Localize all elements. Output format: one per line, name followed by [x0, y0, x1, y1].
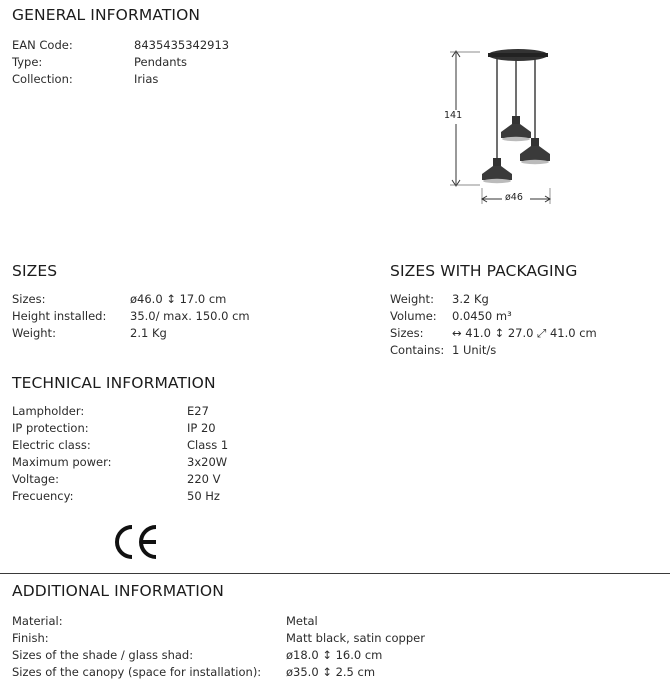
technical-heading: TECHNICAL INFORMATION [12, 374, 216, 392]
diagram-diameter-label: ø46 [505, 192, 523, 203]
frequency-label: Frecuency: [12, 489, 74, 503]
max-power-label: Maximum power: [12, 455, 112, 469]
packaging-heading: SIZES WITH PACKAGING [390, 262, 578, 280]
type-value: Pendants [134, 55, 188, 69]
sizes-label: Sizes: [12, 292, 46, 306]
pack-contains-value: 1 Unit/s [452, 343, 497, 357]
weight-value: 2.1 Kg [130, 326, 167, 340]
material-label: Material: [12, 614, 63, 628]
collection-label: Collection: [12, 72, 73, 86]
pack-sizes-label: Sizes: [390, 326, 424, 340]
pack-volume-label: Volume: [390, 309, 437, 323]
ean-label: EAN Code: [12, 38, 73, 52]
height-installed-value: 35.0/ max. 150.0 cm [130, 309, 250, 323]
sizes-value: ø46.0 ↕ 17.0 cm [130, 292, 227, 306]
ean-value: 8435435342913 [134, 38, 230, 52]
diagram-height-label: 141 [444, 110, 463, 121]
electric-class-label: Electric class: [12, 438, 91, 452]
weight-label: Weight: [12, 326, 56, 340]
canopy-size-label: Sizes of the canopy (space for installation): [12, 665, 262, 679]
pendant-lamp-diagram-icon [440, 40, 570, 215]
shade-size-label: Sizes of the shade / glass shad: [12, 648, 194, 662]
lampholder-label: Lampholder: [12, 404, 85, 418]
finish-label: Finish: [12, 631, 49, 645]
electric-class-value: Class 1 [187, 438, 229, 452]
voltage-label: Voltage: [12, 472, 60, 486]
pack-weight-label: Weight: [390, 292, 434, 306]
height-installed-label: Height installed: [12, 309, 107, 323]
pack-sizes-value: ↔ 41.0 ↕ 27.0 ⤢ 41.0 cm [452, 326, 597, 340]
ip-protection-label: IP protection: [12, 421, 89, 435]
pack-weight-value: 3.2 Kg [452, 292, 489, 306]
material-value: Metal [286, 614, 318, 628]
max-power-value: 3x20W [187, 455, 228, 469]
ip-protection-value: IP 20 [187, 421, 216, 435]
ce-mark-icon [112, 522, 160, 562]
lampholder-value: E27 [187, 404, 209, 418]
finish-value: Matt black, satin copper [286, 631, 425, 645]
collection-value: Irias [134, 72, 159, 86]
pack-contains-label: Contains: [390, 343, 445, 357]
shade-size-value: ø18.0 ↕ 16.0 cm [286, 648, 383, 662]
voltage-value: 220 V [187, 472, 221, 486]
general-info-heading: GENERAL INFORMATION [12, 6, 201, 24]
sizes-heading: SIZES [12, 262, 58, 280]
canopy-size-value: ø35.0 ↕ 2.5 cm [286, 665, 376, 679]
pack-volume-value: 0.0450 m³ [452, 309, 512, 323]
type-label: Type: [12, 55, 43, 69]
additional-heading: ADDITIONAL INFORMATION [12, 582, 224, 600]
section-divider [0, 573, 670, 574]
frequency-value: 50 Hz [187, 489, 220, 503]
